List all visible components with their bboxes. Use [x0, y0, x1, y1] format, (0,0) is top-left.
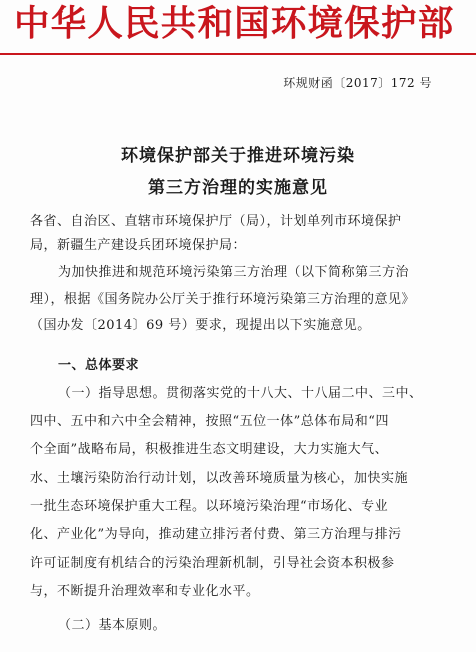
intro-line-3: （国办发〔2014〕69 号）要求，现提出以下实施意见。 — [30, 318, 371, 333]
red-divider — [0, 53, 476, 55]
intro-line-2: 理），根据《国务院办公厅关于推行环境污染第三方治理的意见》 — [30, 292, 416, 307]
item1-line-7: 许可证制度有机结合的污染治理新机制，引导社会资本积极参 — [30, 556, 395, 571]
section-heading-1: 一、总体要求 — [58, 358, 140, 373]
intro-line-1: 为加快推进和规范环境污染第三方治理（以下简称第三方治 — [58, 265, 410, 280]
document-title-line-1: 环境保护部关于推进环境污染 — [121, 146, 355, 166]
addressee-line-2: 局，新疆生产建设兵团环境保护局： — [30, 238, 247, 253]
item1-line-1: （一）指导思想。贯彻落实党的十八大、十八届二中、三中、 — [58, 386, 423, 401]
addressee-line-1: 各省、自治区、直辖市环境保护厅（局），计划单列市环境保护 — [30, 214, 402, 229]
item1-line-6: 化、产业化”为导向，推动建立排污者付费、第三方治理与排污 — [30, 527, 402, 542]
item1-line-8: 与，不断提升治理效率和专业化水平。 — [30, 584, 260, 599]
item1-line-4: 水、土壤污染防治行动计划，以改善环境质量为核心，加快实施 — [30, 471, 409, 486]
item2-line-1: （二）基本原则。 — [58, 618, 167, 633]
masthead: 中华人民共和国环境保护部 — [14, 3, 455, 44]
document-number: 环规财函〔2017〕172 号 — [283, 76, 432, 90]
document-title-line-2: 第三方治理的实施意见 — [148, 178, 328, 198]
item1-line-3: 个全面”战略布局，积极推进生态文明建设，大力实施大气、 — [30, 442, 389, 457]
item1-line-2: 四中、五中和六中全会精神，按照“五位一体”总体布局和“四 — [30, 414, 389, 429]
item1-line-5: 一批生态环境保护重大工程。以环境污染治理“市场化、专业 — [30, 499, 389, 514]
